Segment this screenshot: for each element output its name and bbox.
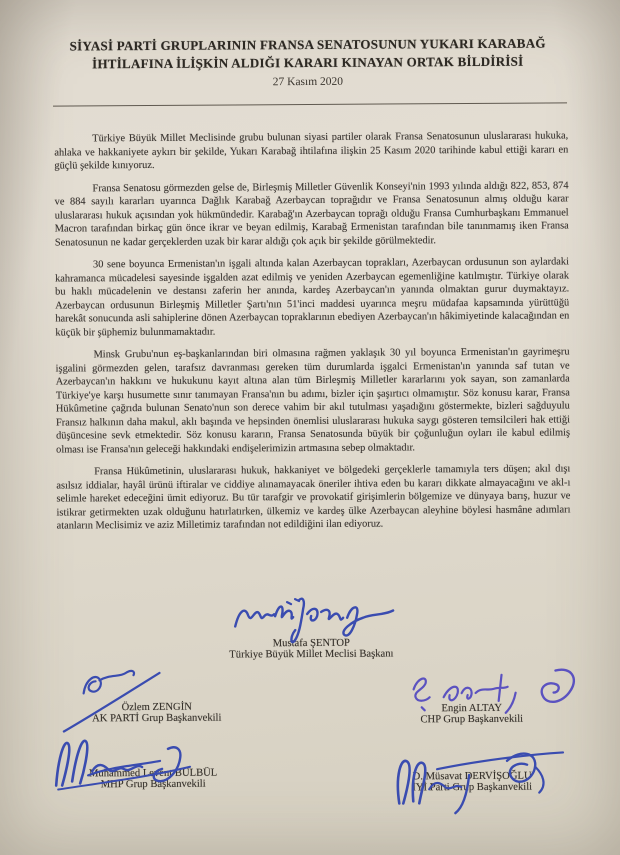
signatory-block-bulbul xyxy=(38,767,268,790)
document-body xyxy=(54,129,570,542)
signatory-name: D. Müsavat DERVİŞOĞLU xyxy=(412,770,532,783)
paragraph-4: Minsk Grubu'nun eş-başkanlarından biri olmasına rağmen yaklaşık 30 yıl boyunca Ermenistan'ın gayrimeşru işgalini görmezden gelen, tarafsız davranması gereken tüm durumlarda işgalci Ermenistan'ın yanında saf tutan ve Azerbaycan'ın hakkını ve hukukunu kayıt altına alan tüm Birleşmiş Milletler kararlarını yok sayan, son zamanlarda Türkiye'ye karşı husumette sınır tanımayan Fransa'nın bu adımı, bizler için şaşırtıcı olmamıştır. Söz konusu karar, Fransa Hükûmetine çağrıda bulunan Senato'nun son derece vahim bir akıl tutulması yaşadığını göstermekte, bizleri sağduyulu Fransız halkının daha makul, aklı başında ve hepsinden önemlisi uluslararası hukuka saygı gösteren temsilcileri hak ettiği düşüncesine sevk etmektedir. Söz konusu kararın, Fransa Senatosunda büyük bir çoğunluğun oyları ile kabul edilmiş olması ise Fransa'nın geleceği hakkındaki endişelerimizin artmasına sebep olmaktadır. xyxy=(55,346,571,456)
signatory-title: İYİ Parti Grup Başkanvekili xyxy=(412,781,533,794)
signatory-title: CHP Grup Başkanvekili xyxy=(420,713,524,726)
page-title-line1: SİYASİ PARTİ GRUPLARININ FRANSA SENATOSUNUN YUKARI KARABAĞ xyxy=(69,35,546,54)
signatory-title: Türkiye Büyük Millet Meclisi Başkanı xyxy=(229,648,394,661)
page-title xyxy=(0,34,618,74)
signatory-block-dervisoglu xyxy=(352,770,592,793)
signatory-name: Özlem ZENGİN xyxy=(121,701,192,714)
paragraph-3: 30 sene boyunca Ermenistan'ın işgali altında kalan Azerbaycan toprakları, Azerbaycan ordusunun son aylardaki kahramanca mücadelesi sayesinde işgalden azat edilmiş ve yeniden Azerbaycan egemenliğine katılmıştır. Türkiye olarak bu haklı mücadelenin ve destansı zaferin her anında, kardeş Azerbaycan'ın yanında olmaktan gurur duymaktayız. Azerbaycan ordusunun Birleşmiş Milletler Şartı'nın 51'inci maddesi uyarınca meşru müdafaa kapsamında yürüttüğü harekât sonucunda asli sahiplerine dönen Azerbaycan topraklarının ebediyen Azerbaycan'ın hâkimiyetinde kalacağından en küçük bir şüphemiz bulunmamaktadır. xyxy=(55,256,570,339)
page-title-line2: İHTİLAFINA İLİŞKİN ALDIĞI KARARI KINAYAN ORTAK BİLDİRİSİ xyxy=(92,53,524,72)
signatory-name: Mustafa ŞENTOP xyxy=(272,637,350,650)
signatory-title: MHP Grup Başkanvekili xyxy=(100,778,206,791)
signatory-name: Muhammed Levent BÜLBÜL xyxy=(88,767,218,780)
paragraph-5: Fransa Hükûmetinin, uluslararası hukuk, hakkaniyet ve bölgedeki gerçeklerle tamamıyla ters düşen; akıl dışı asılsız iddialar, hayâl ürünü iftiralar ve ciddiye alınamayacak öneriler ihtiva eden bu kararı dikkate almayacağını ve akl-ı selimle hareket edeceğini ümit ediyoruz. Bu tür tarafgir ve provokatif girişimlerin bölgemize ve dünyaya barış, huzur ve istikrar getirmekten uzak olduğunu hatırlatırken, ülkemiz ve kardeş ülke Azerbaycan aleyhine böylesi hasmâne adımları atanların Meclisimiz ve aziz Milletimiz tarafından not edildiğini ilan ediyoruz. xyxy=(56,463,571,532)
paragraph-2: Fransa Senatosu görmezden gelse de, Birleşmiş Milletler Güvenlik Konseyi'nin 1993 yılında aldığı 822, 853, 874 ve 884 sayılı kararları uyarınca Dağlık Karabağ Azerbaycan toprağıdır ve Fransa Senatosunun almış olduğu karar uluslararası hukuk açısından yok hükmündedir. Karabağ'ın Azerbaycan toprağı olduğu Fransa Cumhurbaşkanı Emmanuel Macron tarafından birkaç gün önce ikrar ve beyan edilmiş, Karabağ Ermenistan tarafından bile tanınmamış iken Fransa Senatosunun ne kadar gerçeklerden uzak bir karar aldığı çok açık bir şekilde görülmektedir. xyxy=(54,179,569,249)
signatory-name: Engin ALTAY xyxy=(441,702,502,715)
signatory-block-altay xyxy=(352,702,592,725)
signatory-block-zengin xyxy=(42,701,272,724)
signatory-title: AK PARTİ Grup Başkanvekili xyxy=(92,712,222,725)
horizontal-divider xyxy=(53,102,567,106)
paragraph-1: Türkiye Büyük Millet Meclisinde grubu bulunan siyasi partiler olarak Fransa Senatosunun uluslararası hukuka, ahlaka ve hakkaniyete aykırı bir şekilde, Yukarı Karabağ ihtilafına ilişkin 25 Kasım 2020 tarihinde kabul ettiği kararı en güçlü şekilde kınıyoruz. xyxy=(54,130,569,172)
document-date: 27 Kasım 2020 xyxy=(272,75,344,89)
signatory-block-sentop xyxy=(1,636,620,662)
